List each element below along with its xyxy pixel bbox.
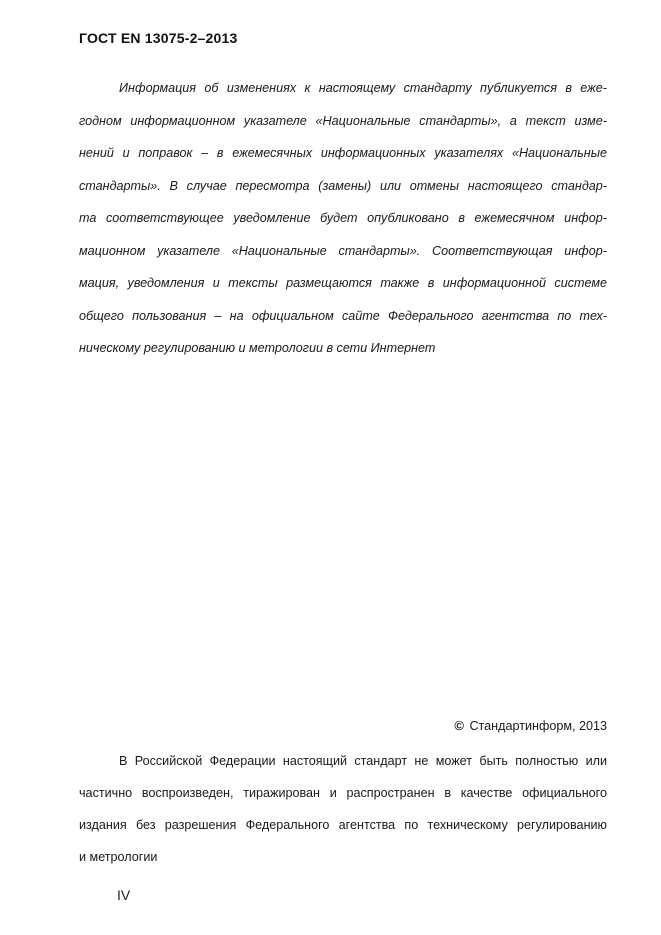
- page-number: IV: [117, 887, 131, 903]
- reproduction-line: издания без разрешения Федерального агентства по техническому регулированию: [79, 818, 607, 832]
- copyright-symbol: ©: [454, 718, 464, 733]
- info-line: мационном указателе «Национальные стандарты». Соответствующая инфор-: [79, 243, 607, 258]
- info-line: мация, уведомления и тексты размещаются также в информационной системе: [79, 276, 607, 290]
- copyright-text: Стандартинформ, 2013: [469, 719, 607, 733]
- info-line: та соответствующее уведомление будет опубликовано в ежемесячном инфор-: [79, 211, 607, 225]
- reproduction-line: В Российской Федерации настоящий стандарт не может быть полностью или: [119, 754, 607, 768]
- info-line: годном информационном указателе «Национальные стандарты», а текст изме-: [79, 113, 607, 128]
- info-line: стандарты». В случае пересмотра (замены) или отмены настоящего стандар-: [79, 178, 607, 193]
- reproduction-notice: [79, 745, 607, 873]
- info-line: общего пользования – на официальном сайте Федерального агентства по тех-: [79, 308, 607, 323]
- info-line: нений и поправок – в ежемесячных информационных указателях «Национальные: [79, 146, 607, 160]
- info-line: Информация об изменениях к настоящему стандарту публикуется в еже-: [119, 81, 607, 95]
- reproduction-line: и метрологии: [79, 850, 158, 864]
- info-paragraph: [79, 72, 607, 365]
- reproduction-line: частично воспроизведен, тиражирован и распространен в качестве официального: [79, 786, 607, 800]
- info-line: ническому регулированию и метрологии в сети Интернет: [79, 341, 436, 355]
- document-header-code: ГОСТ EN 13075-2–2013: [79, 30, 238, 46]
- copyright-notice: [454, 718, 607, 733]
